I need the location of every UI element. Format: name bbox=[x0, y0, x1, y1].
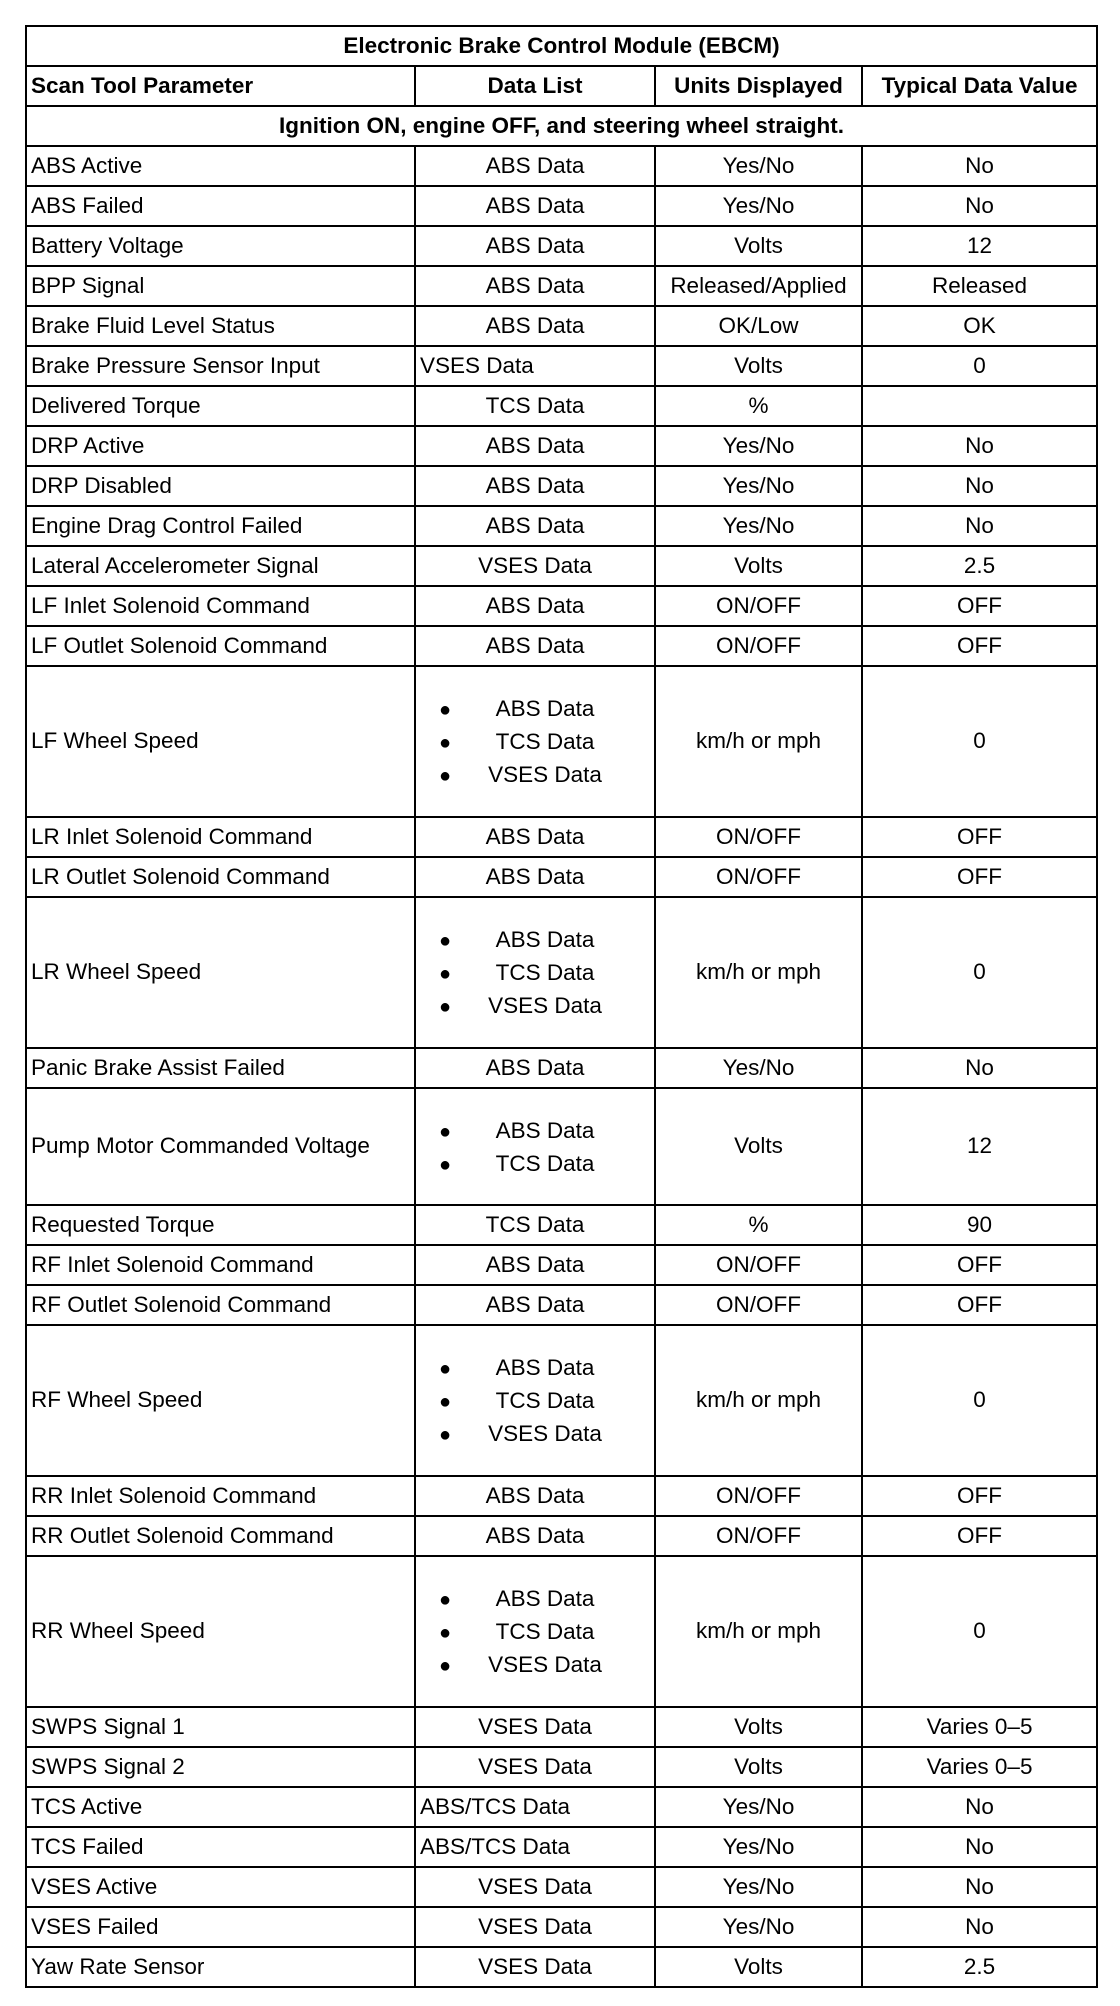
cell-units-displayed: ON/OFF bbox=[655, 817, 862, 857]
cell-units-displayed: Yes/No bbox=[655, 1787, 862, 1827]
data-list-item-text: ABS Data bbox=[495, 1586, 595, 1611]
data-list-item-text: VSES Data bbox=[488, 1421, 602, 1446]
table-row bbox=[26, 306, 1097, 346]
data-list-bullet-item bbox=[420, 956, 650, 989]
ebcm-data-table bbox=[25, 25, 1098, 1988]
header-data-list: Data List bbox=[415, 66, 655, 106]
cell-data-list: ABS Data bbox=[415, 817, 655, 857]
data-list-bullet-item bbox=[420, 725, 650, 758]
cell-typical-data-value: No bbox=[862, 1048, 1097, 1088]
cell-scan-tool-parameter: ABS Active bbox=[26, 146, 415, 186]
cell-data-list: ABS Data bbox=[415, 1516, 655, 1556]
cell-data-list: VSES Data bbox=[415, 1867, 655, 1907]
cell-scan-tool-parameter: SWPS Signal 1 bbox=[26, 1707, 415, 1747]
cell-scan-tool-parameter: LR Wheel Speed bbox=[26, 897, 415, 1048]
cell-typical-data-value: No bbox=[862, 1867, 1097, 1907]
cell-scan-tool-parameter: RR Inlet Solenoid Command bbox=[26, 1476, 415, 1516]
cell-scan-tool-parameter: LF Outlet Solenoid Command bbox=[26, 626, 415, 666]
cell-data-list: VSES Data bbox=[415, 1907, 655, 1947]
bullet-icon: ● bbox=[438, 1358, 452, 1380]
table-row bbox=[26, 1556, 1097, 1707]
cell-scan-tool-parameter: Yaw Rate Sensor bbox=[26, 1947, 415, 1987]
table-row bbox=[26, 817, 1097, 857]
data-list-item-text: TCS Data bbox=[495, 1388, 595, 1413]
cell-data-list: ABS Data bbox=[415, 426, 655, 466]
table-row bbox=[26, 146, 1097, 186]
cell-scan-tool-parameter: Panic Brake Assist Failed bbox=[26, 1048, 415, 1088]
table-row bbox=[26, 346, 1097, 386]
cell-units-displayed: Volts bbox=[655, 1088, 862, 1205]
cell-typical-data-value: No bbox=[862, 1827, 1097, 1867]
cell-typical-data-value: OFF bbox=[862, 1516, 1097, 1556]
header-scan-tool-parameter: Scan Tool Parameter bbox=[26, 66, 415, 106]
table-row bbox=[26, 1787, 1097, 1827]
cell-data-list bbox=[415, 897, 655, 1048]
data-list-bullet-item bbox=[420, 989, 650, 1022]
cell-data-list: ABS Data bbox=[415, 1285, 655, 1325]
cell-typical-data-value: OK bbox=[862, 306, 1097, 346]
cell-units-displayed: ON/OFF bbox=[655, 586, 862, 626]
table-row bbox=[26, 386, 1097, 426]
cell-data-list: TCS Data bbox=[415, 1205, 655, 1245]
data-list-bullet-item bbox=[420, 1384, 650, 1417]
table-row bbox=[26, 1516, 1097, 1556]
cell-typical-data-value: 0 bbox=[862, 346, 1097, 386]
cell-scan-tool-parameter: LF Wheel Speed bbox=[26, 666, 415, 817]
table-row bbox=[26, 1048, 1097, 1088]
cell-typical-data-value: No bbox=[862, 1787, 1097, 1827]
cell-scan-tool-parameter: RF Inlet Solenoid Command bbox=[26, 1245, 415, 1285]
data-list-item-text: TCS Data bbox=[495, 1150, 595, 1176]
cell-units-displayed: ON/OFF bbox=[655, 1516, 862, 1556]
data-list-item-text: VSES Data bbox=[488, 993, 602, 1018]
cell-typical-data-value: No bbox=[862, 426, 1097, 466]
cell-scan-tool-parameter: Requested Torque bbox=[26, 1205, 415, 1245]
table-row bbox=[26, 1747, 1097, 1787]
cell-data-list: ABS Data bbox=[415, 506, 655, 546]
cell-units-displayed: Yes/No bbox=[655, 1867, 862, 1907]
cell-units-displayed: Volts bbox=[655, 1707, 862, 1747]
cell-typical-data-value: Released bbox=[862, 266, 1097, 306]
cell-typical-data-value bbox=[862, 386, 1097, 426]
cell-data-list: ABS Data bbox=[415, 1048, 655, 1088]
cell-typical-data-value: OFF bbox=[862, 1285, 1097, 1325]
header-typical-data-value: Typical Data Value bbox=[862, 66, 1097, 106]
bullet-icon: ● bbox=[438, 699, 452, 721]
bullet-icon: ● bbox=[438, 1120, 452, 1143]
cell-data-list: VSES Data bbox=[415, 546, 655, 586]
cell-data-list: ABS Data bbox=[415, 186, 655, 226]
cell-units-displayed: km/h or mph bbox=[655, 666, 862, 817]
cell-units-displayed: Released/Applied bbox=[655, 266, 862, 306]
cell-data-list bbox=[415, 666, 655, 817]
cell-scan-tool-parameter: Brake Pressure Sensor Input bbox=[26, 346, 415, 386]
table-row bbox=[26, 1088, 1097, 1205]
bullet-icon: ● bbox=[438, 1622, 452, 1644]
cell-scan-tool-parameter: Delivered Torque bbox=[26, 386, 415, 426]
table-row bbox=[26, 466, 1097, 506]
cell-scan-tool-parameter: RR Outlet Solenoid Command bbox=[26, 1516, 415, 1556]
cell-typical-data-value: OFF bbox=[862, 1245, 1097, 1285]
cell-scan-tool-parameter: Battery Voltage bbox=[26, 226, 415, 266]
cell-units-displayed: OK/Low bbox=[655, 306, 862, 346]
cell-scan-tool-parameter: LR Inlet Solenoid Command bbox=[26, 817, 415, 857]
cell-units-displayed: Volts bbox=[655, 1947, 862, 1987]
table-row bbox=[26, 546, 1097, 586]
cell-data-list: ABS Data bbox=[415, 586, 655, 626]
table-title: Electronic Brake Control Module (EBCM) bbox=[26, 26, 1097, 66]
cell-scan-tool-parameter: TCS Active bbox=[26, 1787, 415, 1827]
data-list-bullets bbox=[420, 1351, 650, 1450]
data-list-item-text: ABS Data bbox=[495, 927, 595, 952]
cell-units-displayed: % bbox=[655, 386, 862, 426]
cell-scan-tool-parameter: LR Outlet Solenoid Command bbox=[26, 857, 415, 897]
cell-units-displayed: Volts bbox=[655, 226, 862, 266]
cell-typical-data-value: 12 bbox=[862, 1088, 1097, 1205]
table-row bbox=[26, 226, 1097, 266]
cell-scan-tool-parameter: LF Inlet Solenoid Command bbox=[26, 586, 415, 626]
cell-data-list: ABS Data bbox=[415, 626, 655, 666]
cell-data-list bbox=[415, 1325, 655, 1476]
cell-typical-data-value: 0 bbox=[862, 897, 1097, 1048]
cell-data-list: ABS Data bbox=[415, 266, 655, 306]
bullet-icon: ● bbox=[438, 1589, 452, 1611]
cell-units-displayed: ON/OFF bbox=[655, 626, 862, 666]
cell-units-displayed: % bbox=[655, 1205, 862, 1245]
cell-data-list: VSES Data bbox=[415, 1747, 655, 1787]
cell-units-displayed: Yes/No bbox=[655, 186, 862, 226]
bullet-icon: ● bbox=[438, 732, 452, 754]
cell-scan-tool-parameter: ABS Failed bbox=[26, 186, 415, 226]
cell-units-displayed: Yes/No bbox=[655, 1907, 862, 1947]
data-list-item-text: ABS Data bbox=[495, 696, 595, 721]
table-row bbox=[26, 1947, 1097, 1987]
cell-data-list: ABS Data bbox=[415, 306, 655, 346]
cell-units-displayed: Yes/No bbox=[655, 466, 862, 506]
data-list-bullets bbox=[420, 692, 650, 791]
cell-data-list: VSES Data bbox=[415, 1707, 655, 1747]
data-list-bullet-item bbox=[420, 1582, 650, 1615]
cell-units-displayed: Volts bbox=[655, 546, 862, 586]
cell-data-list: TCS Data bbox=[415, 386, 655, 426]
bullet-icon: ● bbox=[438, 1655, 452, 1677]
cell-units-displayed: Volts bbox=[655, 346, 862, 386]
cell-scan-tool-parameter: TCS Failed bbox=[26, 1827, 415, 1867]
data-list-bullet-item bbox=[420, 758, 650, 791]
cell-typical-data-value: No bbox=[862, 506, 1097, 546]
cell-units-displayed: ON/OFF bbox=[655, 1245, 862, 1285]
cell-units-displayed: ON/OFF bbox=[655, 857, 862, 897]
cell-data-list: ABS Data bbox=[415, 466, 655, 506]
data-list-item-text: TCS Data bbox=[495, 729, 595, 754]
cell-scan-tool-parameter: DRP Disabled bbox=[26, 466, 415, 506]
cell-typical-data-value: OFF bbox=[862, 586, 1097, 626]
cell-typical-data-value: 0 bbox=[862, 1556, 1097, 1707]
header-units-displayed: Units Displayed bbox=[655, 66, 862, 106]
table-row bbox=[26, 1325, 1097, 1476]
data-list-bullet-item bbox=[420, 1114, 650, 1147]
table-row bbox=[26, 897, 1097, 1048]
bullet-icon: ● bbox=[438, 1424, 452, 1446]
table-row bbox=[26, 666, 1097, 817]
cell-data-list bbox=[415, 1556, 655, 1707]
data-list-bullet-item bbox=[420, 1147, 650, 1180]
bullet-icon: ● bbox=[438, 765, 452, 787]
cell-typical-data-value: No bbox=[862, 146, 1097, 186]
cell-scan-tool-parameter: SWPS Signal 2 bbox=[26, 1747, 415, 1787]
bullet-icon: ● bbox=[438, 1391, 452, 1413]
bullet-icon: ● bbox=[438, 996, 452, 1018]
cell-typical-data-value: Varies 0–5 bbox=[862, 1747, 1097, 1787]
table-row bbox=[26, 186, 1097, 226]
data-list-bullet-item bbox=[420, 1351, 650, 1384]
cell-data-list: ABS Data bbox=[415, 146, 655, 186]
cell-data-list: ABS Data bbox=[415, 857, 655, 897]
cell-scan-tool-parameter: Pump Motor Commanded Voltage bbox=[26, 1088, 415, 1205]
cell-scan-tool-parameter: Engine Drag Control Failed bbox=[26, 506, 415, 546]
cell-units-displayed: km/h or mph bbox=[655, 1556, 862, 1707]
cell-data-list: ABS/TCS Data bbox=[415, 1787, 655, 1827]
cell-scan-tool-parameter: RF Outlet Solenoid Command bbox=[26, 1285, 415, 1325]
table-row bbox=[26, 1205, 1097, 1245]
cell-typical-data-value: 0 bbox=[862, 1325, 1097, 1476]
table-row bbox=[26, 266, 1097, 306]
cell-typical-data-value: 2.5 bbox=[862, 1947, 1097, 1987]
table-row bbox=[26, 1907, 1097, 1947]
cell-units-displayed: Yes/No bbox=[655, 506, 862, 546]
cell-units-displayed: Yes/No bbox=[655, 146, 862, 186]
cell-typical-data-value: 0 bbox=[862, 666, 1097, 817]
cell-scan-tool-parameter: DRP Active bbox=[26, 426, 415, 466]
data-list-item-text: TCS Data bbox=[495, 1619, 595, 1644]
table-row bbox=[26, 626, 1097, 666]
cell-scan-tool-parameter: RR Wheel Speed bbox=[26, 1556, 415, 1707]
data-list-item-text: VSES Data bbox=[488, 762, 602, 787]
table-row bbox=[26, 426, 1097, 466]
cell-units-displayed: ON/OFF bbox=[655, 1476, 862, 1516]
table-row bbox=[26, 1285, 1097, 1325]
cell-scan-tool-parameter: Brake Fluid Level Status bbox=[26, 306, 415, 346]
table-row bbox=[26, 1245, 1097, 1285]
cell-data-list: ABS/TCS Data bbox=[415, 1827, 655, 1867]
cell-units-displayed: Yes/No bbox=[655, 426, 862, 466]
cell-data-list: ABS Data bbox=[415, 1245, 655, 1285]
cell-data-list: VSES Data bbox=[415, 1947, 655, 1987]
data-list-bullets bbox=[420, 1114, 650, 1180]
cell-typical-data-value: OFF bbox=[862, 817, 1097, 857]
cell-typical-data-value: 90 bbox=[862, 1205, 1097, 1245]
cell-typical-data-value: Varies 0–5 bbox=[862, 1707, 1097, 1747]
bullet-icon: ● bbox=[438, 930, 452, 952]
table-row bbox=[26, 1827, 1097, 1867]
cell-data-list: VSES Data bbox=[415, 346, 655, 386]
data-list-bullet-item bbox=[420, 923, 650, 956]
cell-scan-tool-parameter: Lateral Accelerometer Signal bbox=[26, 546, 415, 586]
bullet-icon: ● bbox=[438, 963, 452, 985]
cell-units-displayed: km/h or mph bbox=[655, 1325, 862, 1476]
cell-typical-data-value: OFF bbox=[862, 1476, 1097, 1516]
data-list-bullet-item bbox=[420, 1648, 650, 1681]
cell-typical-data-value: 12 bbox=[862, 226, 1097, 266]
bullet-icon: ● bbox=[438, 1153, 452, 1176]
cell-scan-tool-parameter: VSES Active bbox=[26, 1867, 415, 1907]
table-row bbox=[26, 1476, 1097, 1516]
cell-units-displayed: Yes/No bbox=[655, 1827, 862, 1867]
data-list-bullet-item bbox=[420, 692, 650, 725]
cell-data-list: ABS Data bbox=[415, 1476, 655, 1516]
cell-units-displayed: Volts bbox=[655, 1747, 862, 1787]
cell-units-displayed: ON/OFF bbox=[655, 1285, 862, 1325]
cell-scan-tool-parameter: VSES Failed bbox=[26, 1907, 415, 1947]
cell-units-displayed: Yes/No bbox=[655, 1048, 862, 1088]
data-list-item-text: ABS Data bbox=[495, 1355, 595, 1380]
data-list-bullets bbox=[420, 1582, 650, 1681]
table-row bbox=[26, 506, 1097, 546]
cell-scan-tool-parameter: RF Wheel Speed bbox=[26, 1325, 415, 1476]
data-list-item-text: VSES Data bbox=[488, 1652, 602, 1677]
data-list-bullet-item bbox=[420, 1615, 650, 1648]
cell-scan-tool-parameter: BPP Signal bbox=[26, 266, 415, 306]
cell-typical-data-value: OFF bbox=[862, 857, 1097, 897]
cell-data-list bbox=[415, 1088, 655, 1205]
table-row bbox=[26, 1707, 1097, 1747]
data-list-item-text: ABS Data bbox=[495, 1117, 595, 1143]
cell-typical-data-value: OFF bbox=[862, 626, 1097, 666]
table-row bbox=[26, 1867, 1097, 1907]
data-list-bullets bbox=[420, 923, 650, 1022]
test-condition: Ignition ON, engine OFF, and steering wheel straight. bbox=[26, 106, 1097, 146]
data-list-item-text: TCS Data bbox=[495, 960, 595, 985]
cell-units-displayed: km/h or mph bbox=[655, 897, 862, 1048]
table-row bbox=[26, 586, 1097, 626]
cell-typical-data-value: No bbox=[862, 1907, 1097, 1947]
cell-typical-data-value: No bbox=[862, 466, 1097, 506]
cell-data-list: ABS Data bbox=[415, 226, 655, 266]
data-list-bullet-item bbox=[420, 1417, 650, 1450]
table-row bbox=[26, 857, 1097, 897]
cell-typical-data-value: 2.5 bbox=[862, 546, 1097, 586]
cell-typical-data-value: No bbox=[862, 186, 1097, 226]
